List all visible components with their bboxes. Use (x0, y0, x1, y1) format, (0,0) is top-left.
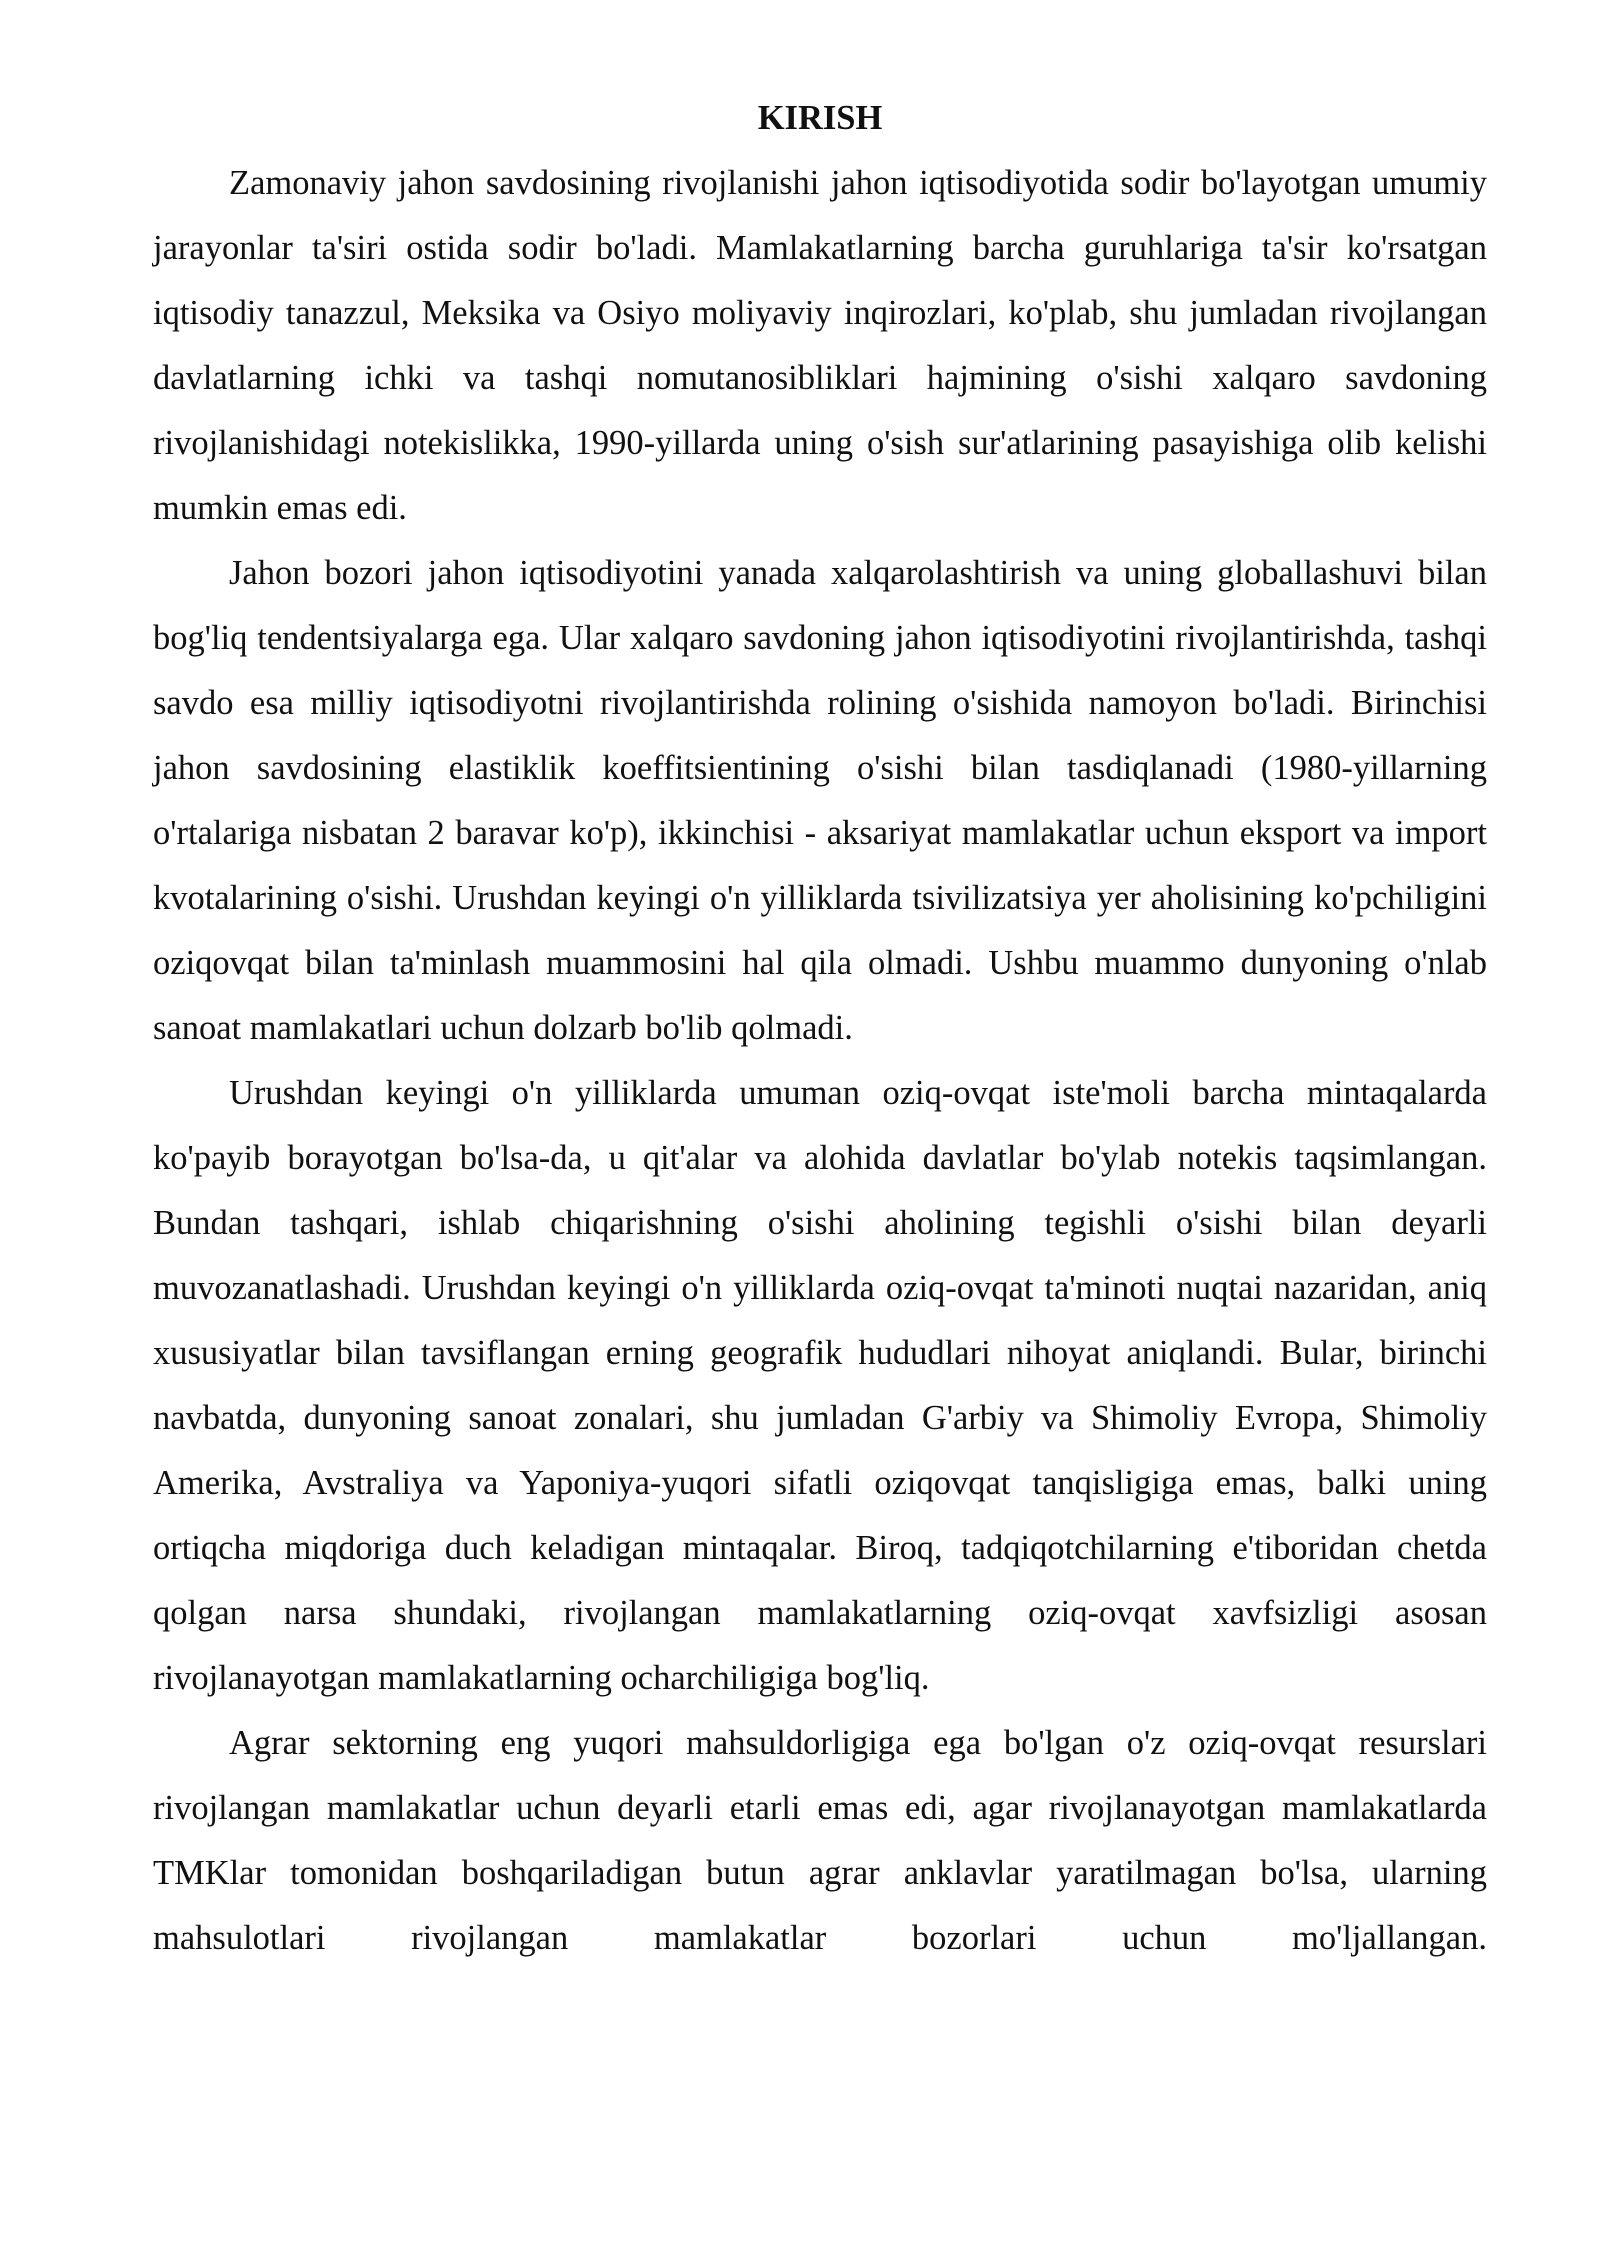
paragraph-2: Jahon bozori jahon iqtisodiyotini yanada xalqarolashtirish va uning globallashuvi bilan bog'liq tendentsiyalarga ega. Ular xalqaro savdoning jahon iqtisodiyotini rivojlantirishda, tashqi savdo esa milliy iqtisodiyotni rivojlantirishda rolining o'sishida namoyon bo'ladi. Birinchisi jahon savdosining elastiklik koeffitsientining o'sishi bilan tasdiqlanadi (1980-yillarning o'rtalariga nisbatan 2 baravar ko'p), ikkinchisi - aksariyat mamlakatlar uchun eksport va import kvotalarining o'sishi. Urushdan keyingi o'n yilliklarda tsivilizatsiya yer aholisining ko'pchiligini oziqovqat bilan ta'minlash muammosini hal qila olmadi. Ushbu muammo dunyoning o'nlab sanoat mamlakatlari uchun dolzarb bo'lib qolmadi. (153, 554, 1487, 1047)
document-title: KIRISH (757, 99, 883, 137)
document-body (153, 86, 1487, 1971)
paragraph-1: Zamonaviy jahon savdosining rivojlanishi jahon iqtisodiyotida sodir bo'layotgan umumiy jarayonlar ta'siri ostida sodir bo'ladi. Mamlakatlarning barcha guruhlariga ta'sir ko'rsatgan iqtisodiy tanazzul, Meksika va Osiyo moliyaviy inqirozlari, ko'plab, shu jumladan rivojlangan davlatlarning ichki va tashqi nomutanosibliklari hajmining o'sishi xalqaro savdoning rivojlanishidagi notekislikka, 1990-yillarda uning o'sish sur'atlarining pasayishiga olib kelishi mumkin emas edi. (153, 164, 1487, 527)
paragraph-4: Agrar sektorning eng yuqori mahsuldorligiga ega bo'lgan o'z oziq-ovqat resurslari rivojlangan mamlakatlar uchun deyarli etarli emas edi, agar rivojlanayotgan mamlakatlarda TMKlar tomonidan boshqariladigan butun agrar anklavlar yaratilmagan bo'lsa, ularning mahsulotlari rivojlangan mamlakatlar bozorlari uchun mo'ljallangan. (153, 1724, 1487, 1957)
paragraph-3: Urushdan keyingi o'n yilliklarda umuman oziq-ovqat iste'moli barcha mintaqalarda ko'payib borayotgan bo'lsa-da, u qit'alar va alohida davlatlar bo'ylab notekis taqsimlangan. Bundan tashqari, ishlab chiqarishning o'sishi aholining tegishli o'sishi bilan deyarli muvozanatlashadi. Urushdan keyingi o'n yilliklarda oziq-ovqat ta'minoti nuqtai nazaridan, aniq xususiyatlar bilan tavsiflangan erning geografik hududlari nihoyat aniqlandi. Bular, birinchi navbatda, dunyoning sanoat zonalari, shu jumladan G'arbiy va Shimoliy Evropa, Shimoliy Amerika, Avstraliya va Yaponiya-yuqori sifatli oziqovqat tanqisligiga emas, balki uning ortiqcha miqdoriga duch keladigan mintaqalar. Biroq, tadqiqotchilarning e'tiboridan chetda qolgan narsa shundaki, rivojlangan mamlakatlarning oziq-ovqat xavfsizligi asosan rivojlanayotgan mamlakatlarning ocharchiligiga bog'liq. (153, 1074, 1487, 1697)
